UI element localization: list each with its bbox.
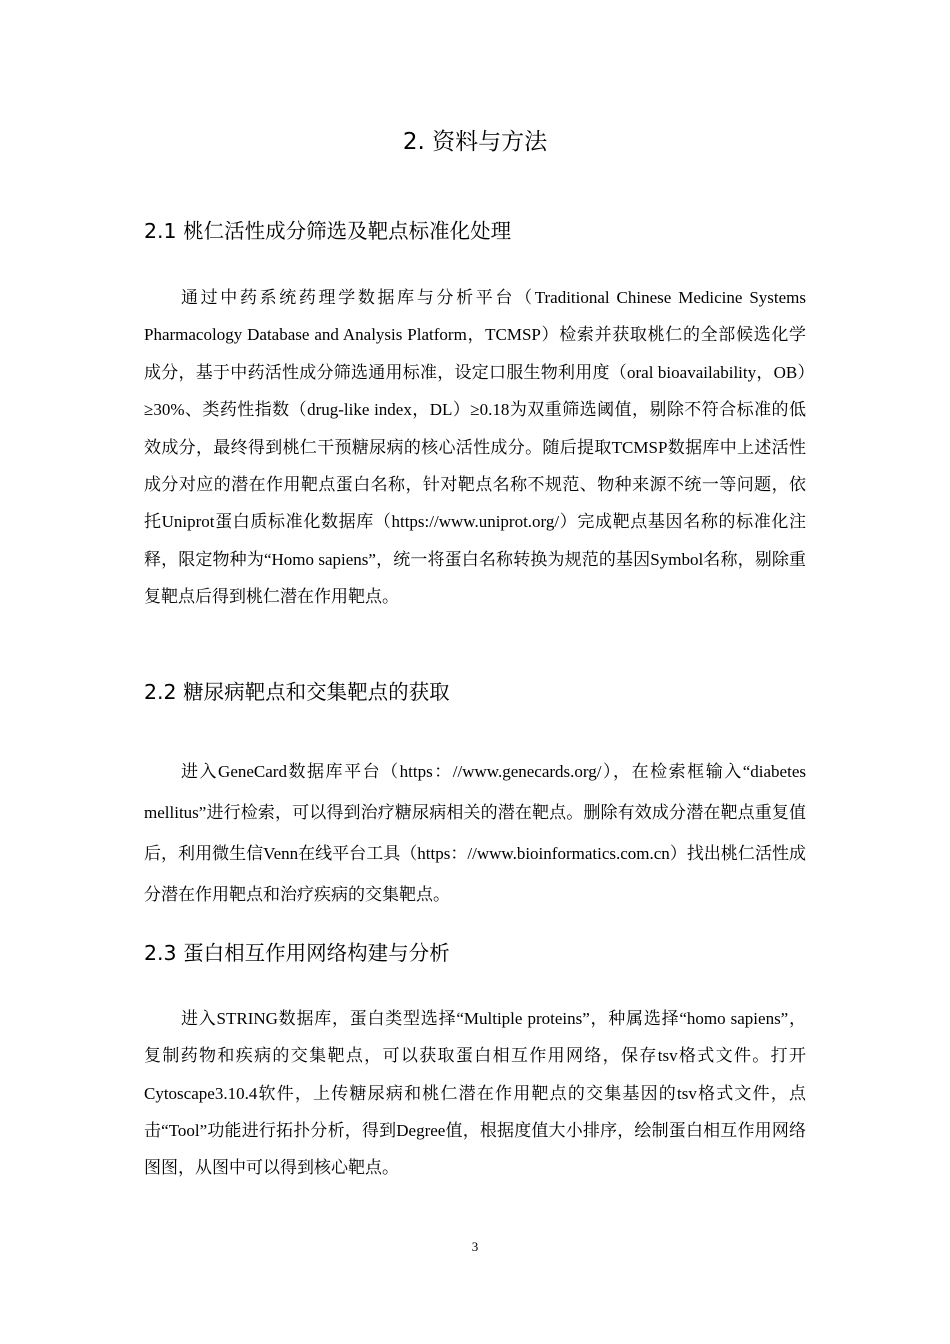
page-number: 3 [471,1239,479,1254]
subsection-heading-2-1: 2.1 桃仁活性成分筛选及靶点标准化处理 [144,219,512,243]
paragraph-2-2: 进入GeneCard数据库平台（https：//www.genecards.org/），在检索框输入“diabetes mellitus”进行检索，可以得到治疗糖尿病相关的潜在靶点。删除有效成分潜在靶点重复值后，利用微生信Venn在线平台工具（https：//www.bioinformatics.com.cn）找出桃仁活性成分潜在作用靶点和治疗疾病的交集靶点。 [144,762,806,904]
paragraph-2-1: 通过中药系统药理学数据库与分析平台（Traditional Chinese Medicine Systems Pharmacology Database and Analysis Platform，TCMSP）检索并获取桃仁的全部候选化学成分，基于中药活性成分筛选通用标准，设定口服生物利用度（oral bioavailability，OB）≥30%、类药性指数（drug-like index，DL）≥0.18为双重筛选阈值，剔除不符合标准的低效成分，最终得到桃仁干预糖尿病的核心活性成分。随后提取TCMSP数据库中上述活性成分对应的潜在作用靶点蛋白名称，针对靶点名称不规范、物种来源不统一等问题，依托Uniprot蛋白质标准化数据库（https://www.uniprot.org/）完成靶点基因名称的标准化注释，限定物种为“Homo sapiens”，统一将蛋白名称转换为规范的基因Symbol名称，剔除重复靶点后得到桃仁潜在作用靶点。 [144,288,806,607]
section-title: 2. 资料与方法 [402,129,548,155]
subsection-heading-2-2: 2.2 糖尿病靶点和交集靶点的获取 [144,680,450,704]
paragraph-2-3: 进入STRING数据库，蛋白类型选择“Multiple proteins”，种属选择“homo sapiens”，复制药物和疾病的交集靶点，可以获取蛋白相互作用网络，保存tsv格式文件。打开Cytoscape3.10.4软件，上传糖尿病和桃仁潜在作用靶点的交集基因的tsv格式文件，点击“Tool”功能进行拓扑分析，得到Degree值，根据度值大小排序，绘制蛋白相互作用网络图图，从图中可以得到核心靶点。 [144,1009,806,1178]
subsection-heading-2-3: 2.3 蛋白相互作用网络构建与分析 [144,941,450,965]
